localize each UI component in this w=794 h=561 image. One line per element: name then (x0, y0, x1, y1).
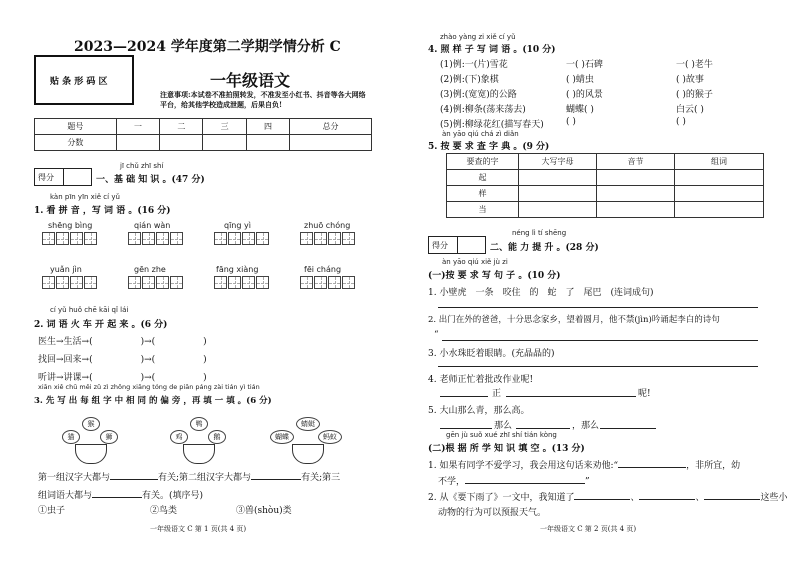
flower-pot (292, 444, 324, 464)
q4-title: 4. 照 样 子 写 词 语 。(10 分) (428, 45, 556, 55)
q4-blank: ( )的猴子 (676, 90, 713, 100)
petal: 鸡 (170, 430, 188, 444)
dict-char: 起 (447, 170, 519, 186)
writing-grid-cell[interactable] (242, 276, 255, 289)
dict-cell[interactable] (675, 186, 764, 202)
q4-blank: ( )故事 (676, 75, 704, 85)
answer-line[interactable] (438, 307, 758, 308)
q3-option: ③兽(shòu)类 (236, 506, 292, 516)
p1-item5-fill: 那么 (494, 421, 513, 431)
q4-blank: 白云( ) (676, 105, 704, 115)
flower-pot (75, 444, 107, 464)
q2-line: 听讲→讲课→( )→( ) (38, 373, 207, 383)
answer-line[interactable] (600, 428, 656, 429)
footer-page1: 一年级语文 C 第 1 页(共 4 页) (150, 525, 247, 533)
petal: 蜻蜓 (296, 417, 320, 431)
q4-blank: 蝴蝶( ) (566, 105, 594, 115)
part2-title: (二)根 据 所 学 知 识 填 空 。(13 分) (428, 444, 585, 454)
answer-line[interactable] (440, 396, 488, 397)
dict-header: 大写字母 (519, 154, 597, 170)
writing-grid-cell[interactable] (156, 276, 169, 289)
answer-line[interactable] (438, 366, 758, 367)
q4-blank: 一( )老牛 (676, 60, 713, 70)
writing-grid-cell[interactable] (142, 232, 155, 245)
p2-item2-cont: 动物的行为可以预报天气。 (438, 508, 547, 518)
q1-pinyin: kàn pīn yīn xiě cí yǔ (50, 193, 120, 201)
dict-header: 组词 (675, 154, 764, 170)
petal: 蝴蝶 (270, 430, 294, 444)
dict-cell[interactable] (519, 170, 597, 186)
section2-title: 二、能 力 提 升 。(28 分) (490, 243, 599, 253)
writing-grid-cell[interactable] (128, 276, 141, 289)
writing-grid-cell[interactable] (342, 232, 355, 245)
petal: 狮 (100, 430, 118, 444)
writing-grid-cell[interactable] (214, 276, 227, 289)
score-header: 一 (116, 119, 159, 135)
footer-page2: 一年级语文 C 第 2 页(共 4 页) (540, 525, 637, 533)
writing-grid-cell[interactable] (170, 276, 183, 289)
answer-line[interactable] (506, 396, 636, 397)
part1-pinyin: àn yāo qiú xiě jù zi (442, 258, 508, 266)
dict-cell[interactable] (675, 202, 764, 218)
writing-grid-cell[interactable] (42, 276, 55, 289)
q1-pinyin-word: yuǎn jìn (50, 265, 82, 274)
writing-grid-cell[interactable] (170, 232, 183, 245)
q1-pinyin-word: fēi cháng (304, 265, 342, 274)
p2-item1: 1. 如果有同学不爱学习，我会用这句话来劝他:“ ，非所宜，幼 (428, 461, 741, 471)
q4-example: (2)例:(下)象棋 (440, 75, 499, 85)
p2-item1-cont: 不学， ” (438, 477, 590, 487)
writing-grid-cell[interactable] (142, 276, 155, 289)
q3-fill-line2: 组词语大都与 有关。(填序号) (38, 491, 204, 501)
sticker-label: 贴 条 形 码 区 (50, 77, 108, 87)
writing-grid-cell[interactable] (70, 276, 83, 289)
writing-grid-cell[interactable] (42, 232, 55, 245)
writing-grid-cell[interactable] (328, 232, 341, 245)
q3-fill-line1: 第一组汉字大都与 有关;第二组汉字大都与 有关;第三 (38, 473, 341, 483)
score-cell[interactable] (160, 135, 203, 151)
q1-pinyin-word: zhuō chóng (304, 221, 351, 230)
p1-item4: 4. 老师正忙着批改作业呢! (428, 375, 534, 385)
quote-mark: “ (434, 330, 439, 340)
notice-text: 注意事项:本试卷不准拍照转发，不准发至小红书、抖音等各大网络平台，给其他学校造成泄题，后果自负! (160, 90, 366, 109)
q4-blank: 一( )石碑 (566, 60, 603, 70)
q2-line: 医生→生活→( )→( ) (38, 337, 207, 347)
writing-grid-cell[interactable] (256, 276, 269, 289)
flower-pot (183, 444, 215, 464)
writing-grid-cell[interactable] (314, 232, 327, 245)
score-cell[interactable] (290, 135, 372, 151)
part2-pinyin: gēn jù suǒ xué zhī shí tián kòng (446, 431, 557, 439)
section1-pinyin: jī chǔ zhī shí (120, 162, 164, 170)
dict-cell[interactable] (675, 170, 764, 186)
q1-title: 1. 看 拼 音 ，写 词 语 。(16 分) (34, 206, 171, 216)
writing-grid-cell[interactable] (242, 232, 255, 245)
answer-line[interactable] (442, 340, 758, 341)
q4-example: (4)例:柳条(荡来荡去) (440, 105, 526, 115)
score-cell[interactable] (246, 135, 289, 151)
q4-example: (3)例:(宽宽)的公路 (440, 90, 517, 100)
answer-line[interactable] (440, 428, 492, 429)
score-header: 总分 (290, 119, 372, 135)
dict-cell[interactable] (519, 202, 597, 218)
q3-option: ②鸟类 (150, 506, 178, 516)
q4-blank: ( ) (566, 117, 576, 127)
p1-item5-fill2: ，那么 (572, 421, 600, 431)
q1-pinyin-word: shēng bìng (48, 221, 93, 230)
p2-item2: 2. 从《要下雨了》一文中，我知道了 、 、 这些小 (428, 493, 788, 503)
writing-grid-cell[interactable] (84, 232, 97, 245)
petal: 鸭 (190, 417, 208, 431)
writing-grid-cell[interactable] (84, 276, 97, 289)
section2-pinyin: néng lì tí shēng (512, 229, 567, 237)
petal: 鹅 (208, 430, 226, 444)
petal: 猫 (62, 430, 80, 444)
dict-char: 当 (447, 202, 519, 218)
writing-grid-cell[interactable] (214, 232, 227, 245)
q3-option: ①虫子 (38, 506, 66, 516)
writing-grid-cell[interactable] (314, 276, 327, 289)
dict-cell[interactable] (597, 202, 675, 218)
p1-item2: 2. 出门在外的爸爸，十分思念家乡，望着圆月，他不禁(jìn)吟诵起李白的诗句 (428, 315, 720, 325)
writing-grid-cell[interactable] (228, 232, 241, 245)
q4-blank: ( )蜻虫 (566, 75, 594, 85)
section1-score-label: 得分 (38, 173, 54, 182)
answer-line[interactable] (516, 428, 570, 429)
p1-item4-fill: 正 (492, 389, 502, 399)
section1-title: 一、基 础 知 识 。(47 分) (96, 175, 205, 185)
q1-pinyin-word: gēn zhe (134, 265, 166, 274)
q1-pinyin-word: qián wàn (134, 221, 171, 230)
writing-grid-cell[interactable] (342, 276, 355, 289)
writing-grid-cell[interactable] (70, 232, 83, 245)
q4-blank: ( )的风景 (566, 90, 603, 100)
writing-grid-cell[interactable] (300, 232, 313, 245)
q4-example: (5)例:柳绿花红(描写春天) (440, 120, 544, 130)
dict-char: 样 (447, 186, 519, 202)
subject-title: 一年级语文 (210, 71, 291, 90)
score-header: 二 (160, 119, 203, 135)
writing-grid-cell[interactable] (156, 232, 169, 245)
q3-pinyin: xiān xiě chū měi zǔ zì zhōng xiāng tóng de piān páng zài tián yì tián (38, 383, 260, 391)
score-header: 题号 (35, 119, 117, 135)
dict-cell[interactable] (597, 170, 675, 186)
writing-grid-cell[interactable] (300, 276, 313, 289)
p1-item5: 5. 大山那么青，那么高。 (428, 406, 530, 416)
p1-item4-end: 呢! (638, 389, 651, 399)
section2-score-label: 得分 (432, 241, 448, 250)
q3-title: 3. 先 写 出 每 组 字 中 相 同 的 偏 旁 ，再 填 一 填 。(6 分) (34, 396, 272, 406)
dict-cell[interactable] (597, 186, 675, 202)
q5-pinyin: àn yāo qiú chá zì diǎn (442, 130, 519, 138)
dict-header: 音节 (597, 154, 675, 170)
writing-grid-cell[interactable] (56, 276, 69, 289)
q5-title: 5. 按 要 求 查 字 典 。(9 分) (428, 142, 550, 152)
score-cell[interactable] (116, 135, 159, 151)
score-cell[interactable] (203, 135, 246, 151)
q2-line: 找回→回来→( )→( ) (38, 355, 207, 365)
q4-pinyin: zhào yàng zi xiě cí yǔ (440, 33, 516, 41)
q4-example: (1)例:一(片)雪花 (440, 60, 508, 70)
dict-header: 要查的字 (447, 154, 519, 170)
score-table (34, 118, 372, 151)
score-header: 四 (246, 119, 289, 135)
writing-grid-cell[interactable] (128, 232, 141, 245)
writing-grid-cell[interactable] (328, 276, 341, 289)
q2-pinyin: cí yǔ huǒ chē kāi qǐ lái (50, 306, 129, 314)
dictionary-table (446, 153, 764, 218)
dict-cell[interactable] (519, 186, 597, 202)
score-header: 三 (203, 119, 246, 135)
q2-title: 2. 词 语 火 车 开 起 来 。(6 分) (34, 320, 168, 330)
part1-title: (一)按 要 求 写 句 子 。(10 分) (428, 271, 561, 281)
writing-grid-cell[interactable] (228, 276, 241, 289)
q4-blank: ( ) (676, 117, 686, 127)
q1-pinyin-word: qīng yì (224, 221, 251, 230)
petal: 蚂蚁 (318, 430, 342, 444)
p1-item1: 1. 小壁虎 一条 咬住 的 蛇 了 尾巴 (连词成句) (428, 288, 654, 298)
exam-title: 2023—2024 学年度第二学期学情分析 C (74, 39, 341, 55)
q1-pinyin-word: fāng xiàng (216, 265, 259, 274)
writing-grid-cell[interactable] (56, 232, 69, 245)
petal: 猴 (82, 417, 100, 431)
writing-grid-cell[interactable] (256, 232, 269, 245)
p1-item3: 3. 小水珠眨着眼睛。(充晶晶的) (428, 349, 555, 359)
score-row-label: 分数 (35, 135, 117, 151)
